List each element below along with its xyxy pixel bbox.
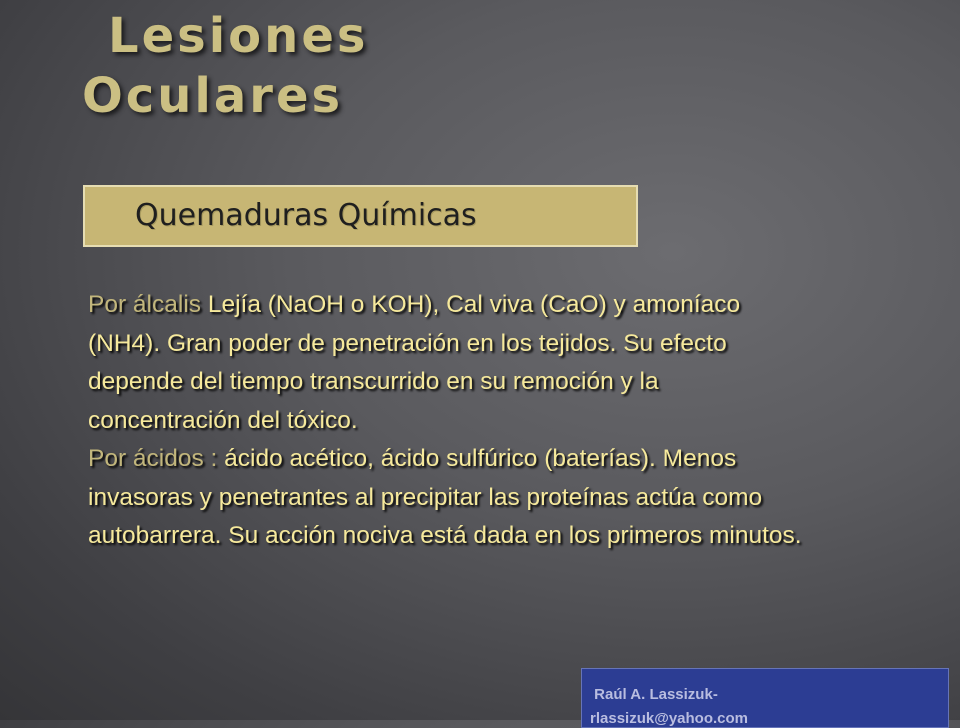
author-footer-text: Raúl A. Lassizuk- rlassizuk@yahoo.com [590,686,749,727]
slide-title-line-1: Lesiones [108,8,369,64]
acid-description: ácido acético, ácido sulfúrico (baterías). Menos invasoras y penetrantes al precipitar las proteínas actúa como autobarrera. Su acción nociva está dada en los primeros minutos. [88,445,802,549]
author-footer-box [581,668,949,728]
alkali-description: Lejía (NaOH o KOH), Cal viva (CaO) y amoníaco (NH4). Gran poder de penetración en los tejidos. Su efecto depende del tiempo transcurrido en su remoción y la concentración del tóxico. [88,291,741,434]
body-text [88,286,808,556]
slide-title-line-2: Oculares [82,68,344,124]
subtitle-box [83,185,638,247]
slide-title [82,6,502,126]
subtitle-text: Quemaduras Químicas [135,198,477,233]
acid-label: Por ácidos : [88,445,218,472]
alkali-label: Por álcalis [88,291,202,318]
